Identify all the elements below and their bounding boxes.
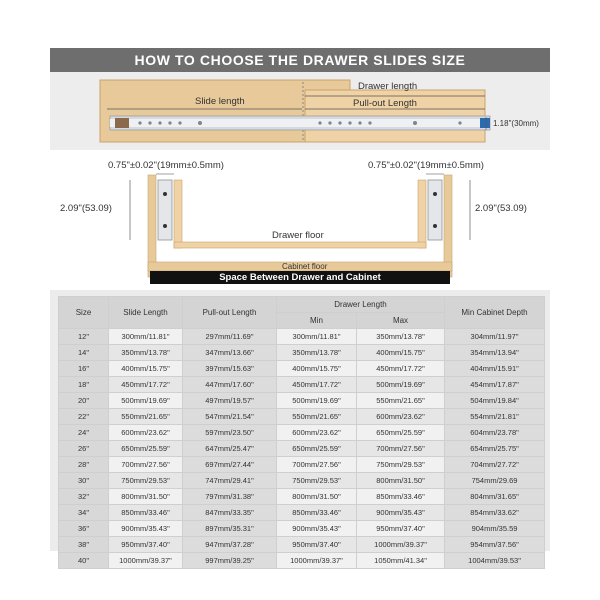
- table-cell: 750mm/29.53": [277, 473, 357, 489]
- table-cell: 350mm/13.78": [109, 345, 183, 361]
- table-cell: 547mm/21.54": [183, 409, 277, 425]
- table-cell: 450mm/17.72": [109, 377, 183, 393]
- slide-illustration: [50, 72, 550, 150]
- table-cell: 554mm/21.81": [445, 409, 545, 425]
- slide-diagram: [50, 72, 550, 150]
- table-cell: 950mm/37.40": [277, 537, 357, 553]
- table-cell: 850mm/33.46": [277, 505, 357, 521]
- drawer-floor: [174, 242, 426, 248]
- table-cell: 600mm/23.62": [277, 425, 357, 441]
- table-cell: 404mm/15.91": [445, 361, 545, 377]
- table-cell: 400mm/15.75": [357, 345, 445, 361]
- table-cell: 350mm/13.78": [357, 329, 445, 345]
- table-cell: 400mm/15.75": [109, 361, 183, 377]
- table-cell: 550mm/21.65": [357, 393, 445, 409]
- header-max: Max: [357, 313, 445, 329]
- table-cell: 697mm/27.44": [183, 457, 277, 473]
- drawer-wall-right: [418, 180, 426, 248]
- table-cell: 900mm/35.43": [109, 521, 183, 537]
- table-cell: 800mm/31.50": [277, 489, 357, 505]
- size-table: [58, 296, 545, 569]
- table-row: [59, 361, 545, 377]
- table-cell: 947mm/37.28": [183, 537, 277, 553]
- table-row: [59, 521, 545, 537]
- header-size: Size: [59, 297, 109, 329]
- header-pullout-length: Pull-out Length: [183, 297, 277, 329]
- table-cell: 350mm/13.78": [277, 345, 357, 361]
- table-cell: 500mm/19.69": [109, 393, 183, 409]
- table-cell: 450mm/17.72": [357, 361, 445, 377]
- pullout-length-label: Pull-out Length: [353, 98, 417, 109]
- table-cell: 854mm/33.62": [445, 505, 545, 521]
- table-cell: 700mm/27.56": [109, 457, 183, 473]
- table-cell: 950mm/37.40": [357, 521, 445, 537]
- slide-length-label: Slide length: [195, 96, 245, 107]
- cabinet-floor-label: Cabinet floor: [282, 262, 328, 271]
- table-cell: 750mm/29.53": [109, 473, 183, 489]
- table-cell: 300mm/11.81": [109, 329, 183, 345]
- table-cell: 850mm/33.46": [357, 489, 445, 505]
- size-cell: 40": [59, 553, 109, 569]
- table-cell: 504mm/19.84": [445, 393, 545, 409]
- table-cell: 347mm/13.66": [183, 345, 277, 361]
- thickness-label: 1.18"(30mm): [493, 119, 539, 128]
- table-cell: 500mm/19.69": [277, 393, 357, 409]
- drawer-length-label: Drawer length: [358, 81, 418, 92]
- size-cell: 34": [59, 505, 109, 521]
- header-drawer-length: Drawer Length: [277, 297, 445, 313]
- size-cell: 26": [59, 441, 109, 457]
- table-row: [59, 393, 545, 409]
- table-cell: 1004mm/39.53": [445, 553, 545, 569]
- table-cell: 650mm/25.59": [357, 425, 445, 441]
- height-right-label: 2.09"(53.09): [475, 203, 527, 214]
- table-row: [59, 537, 545, 553]
- table-cell: 400mm/15.75": [277, 361, 357, 377]
- table-row: [59, 409, 545, 425]
- table-cell: 647mm/25.47": [183, 441, 277, 457]
- table-row: [59, 553, 545, 569]
- table-cell: 550mm/21.65": [277, 409, 357, 425]
- size-cell: 12": [59, 329, 109, 345]
- table-cell: 1050mm/41.34": [357, 553, 445, 569]
- table-cell: 500mm/19.69": [357, 377, 445, 393]
- table-cell: 600mm/23.62": [109, 425, 183, 441]
- table-cell: 954mm/37.56": [445, 537, 545, 553]
- table-row: [59, 489, 545, 505]
- table-cell: 850mm/33.46": [109, 505, 183, 521]
- size-cell: 14": [59, 345, 109, 361]
- gap-left-label: 0.75"±0.02"(19mm±0.5mm): [108, 160, 224, 171]
- size-cell: 20": [59, 393, 109, 409]
- size-cell: 38": [59, 537, 109, 553]
- table-cell: 800mm/31.50": [109, 489, 183, 505]
- table-row: [59, 505, 545, 521]
- drawer-floor-label: Drawer floor: [272, 230, 324, 241]
- table-cell: 354mm/13.94": [445, 345, 545, 361]
- table-cell: 847mm/33.35": [183, 505, 277, 521]
- table-cell: 754mm/29.69: [445, 473, 545, 489]
- table-cell: 650mm/25.59": [277, 441, 357, 457]
- size-cell: 22": [59, 409, 109, 425]
- table-cell: 597mm/23.50": [183, 425, 277, 441]
- table-cell: 650mm/25.59": [109, 441, 183, 457]
- size-cell: 28": [59, 457, 109, 473]
- table-cell: 454mm/17.87": [445, 377, 545, 393]
- table-row: [59, 473, 545, 489]
- table-cell: 700mm/27.56": [357, 441, 445, 457]
- header-slide-length: Slide Length: [109, 297, 183, 329]
- table-cell: 1000mm/39.37": [357, 537, 445, 553]
- table-cell: 797mm/31.38": [183, 489, 277, 505]
- table-row: [59, 329, 545, 345]
- slide-left: [158, 180, 172, 240]
- space-between-label: Space Between Drawer and Cabinet: [150, 271, 450, 284]
- table-cell: 900mm/35.43": [357, 505, 445, 521]
- table-cell: 450mm/17.72": [277, 377, 357, 393]
- header-min: Min: [277, 313, 357, 329]
- table-cell: 497mm/19.57": [183, 393, 277, 409]
- table-cell: 700mm/27.56": [277, 457, 357, 473]
- table-cell: 1000mm/39.37": [277, 553, 357, 569]
- table-row: [59, 377, 545, 393]
- table-cell: 900mm/35.43": [277, 521, 357, 537]
- size-cell: 16": [59, 361, 109, 377]
- table-cell: 300mm/11.81": [277, 329, 357, 345]
- table-cell: 950mm/37.40": [109, 537, 183, 553]
- table-cell: 550mm/21.65": [109, 409, 183, 425]
- table-cell: 800mm/31.50": [357, 473, 445, 489]
- table-cell: 750mm/29.53": [357, 457, 445, 473]
- page-title: HOW TO CHOOSE THE DRAWER SLIDES SIZE: [50, 48, 550, 72]
- table-row: [59, 441, 545, 457]
- table-cell: 1000mm/39.37": [109, 553, 183, 569]
- table-cell: 447mm/17.60": [183, 377, 277, 393]
- height-left-label: 2.09"(53.09): [60, 203, 112, 214]
- table-cell: 804mm/31.65": [445, 489, 545, 505]
- table-cell: 304mm/11.97": [445, 329, 545, 345]
- table-cell: 654mm/25.75": [445, 441, 545, 457]
- table-cell: 904mm/35.59: [445, 521, 545, 537]
- size-cell: 24": [59, 425, 109, 441]
- cabinet-diagram: [50, 150, 550, 290]
- size-cell: 36": [59, 521, 109, 537]
- table-body: [59, 329, 545, 569]
- size-cell: 30": [59, 473, 109, 489]
- size-cell: 32": [59, 489, 109, 505]
- table-row: [59, 457, 545, 473]
- size-cell: 18": [59, 377, 109, 393]
- slide-right: [428, 180, 442, 240]
- table-cell: 600mm/23.62": [357, 409, 445, 425]
- table-cell: 997mm/39.25": [183, 553, 277, 569]
- table-row: [59, 345, 545, 361]
- table-cell: 397mm/15.63": [183, 361, 277, 377]
- table-cell: 604mm/23.78": [445, 425, 545, 441]
- gap-right-label: 0.75"±0.02"(19mm±0.5mm): [368, 160, 484, 171]
- drawer-wall-left: [174, 180, 182, 248]
- table-cell: 297mm/11.69": [183, 329, 277, 345]
- table-row: [59, 425, 545, 441]
- table-cell: 704mm/27.72": [445, 457, 545, 473]
- table-cell: 747mm/29.41": [183, 473, 277, 489]
- table-cell: 897mm/35.31": [183, 521, 277, 537]
- header-min-cabinet-depth: Min Cabinet Depth: [445, 297, 545, 329]
